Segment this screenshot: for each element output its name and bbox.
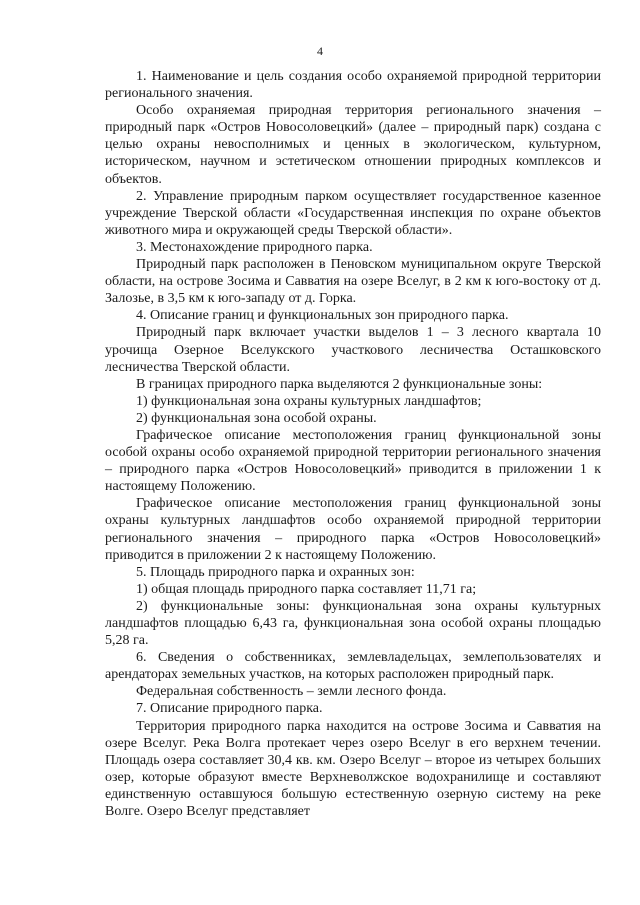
paragraph-17: Федеральная собственность – земли лесного фонда. [136,684,447,700]
paragraph-19: Территория природного парка находится на острове Зосима и Савватия на озере Вселуг. Река Волга протекает через озеро Вселуг в его верхнем течении. Площадь озера составляет 30,4 кв. км. Озеро Вселуг – второе из четырех больших озер, которые образуют вместе Верхневолжское водохранилище и составляют единственную оставшуюся большую естественную озерную систему на реке Волге. Озеро Вселуг представляет [105,718,601,820]
document-body [105,68,601,820]
paragraph-13: 5. Площадь природного парка и охранных зон: [136,564,415,580]
paragraph-18: 7. Описание природного парка. [136,701,323,717]
paragraph-7: Природный парк включает участки выделов 1 – 3 лесного квартала 10 урочища Озерное Вселукского участкового лесничества Осташковского лесничества Тверской области. [105,325,601,375]
paragraph-5: Природный парк расположен в Пеновском муниципальном округе Тверской области, на острове Зосима и Савватия на озере Вселуг, в 2 км к юго-востоку от д. Залозье, в 3,5 км к юго-западу от д. Горка. [105,257,601,307]
paragraph-1: 1. Наименование и цель создания особо охраняемой природной территории регионального значения. [105,69,601,102]
paragraph-15: 2) функциональные зоны: функциональная зона охраны культурных ландшафтов площадью 6,43 га, функциональная зона особой охраны площадью 5,28 га. [105,598,601,649]
paragraph-6: 4. Описание границ и функциональных зон природного парка. [136,308,509,324]
paragraph-4: 3. Местонахождение природного парка. [136,239,373,255]
paragraph-10: 2) функциональная зона особой охраны. [136,410,377,426]
page-number: 4 [317,44,323,58]
paragraph-9: 1) функциональная зона охраны культурных ландшафтов; [136,393,482,409]
paragraph-14: 1) общая площадь природного парка составляет 11,71 га; [136,581,477,597]
paragraph-2: Особо охраняемая природная территория регионального значения – природный парк «Остров Новосоловецкий» (далее – природный парк) создана с целью охраны невосполнимых и ценных в экологическом, культурном, историческом, научном и эстетическом отношении природных комплексов и объектов. [105,103,601,187]
paragraph-11: Графическое описание местоположения границ функциональной зоны особой охраны особо охраняемой природной территории регионального значения – природного парка «Остров Новосоловецкий» приводится в приложении 1 к настоящему Положению. [105,427,601,495]
paragraph-12: Графическое описание местоположения границ функциональной зоны охраны культурных ландшафтов особо охраняемой природной территории регионального значения – природного парка «Остров Новосоловецкий» приводится в приложении 2 к настоящему Положению. [105,496,601,563]
paragraph-16: 6. Сведения о собственниках, землевладельцах, землепользователях и арендаторах земельных участков, на которых расположен природный парк. [105,650,601,683]
paragraph-8: В границах природного парка выделяются 2 функциональные зоны: [136,376,543,392]
paragraph-3: 2. Управление природным парком осуществляет государственное казенное учреждение Тверской области «Государственная инспекция по охране объектов животного мира и окружающей среды Тверской области». [105,188,601,238]
